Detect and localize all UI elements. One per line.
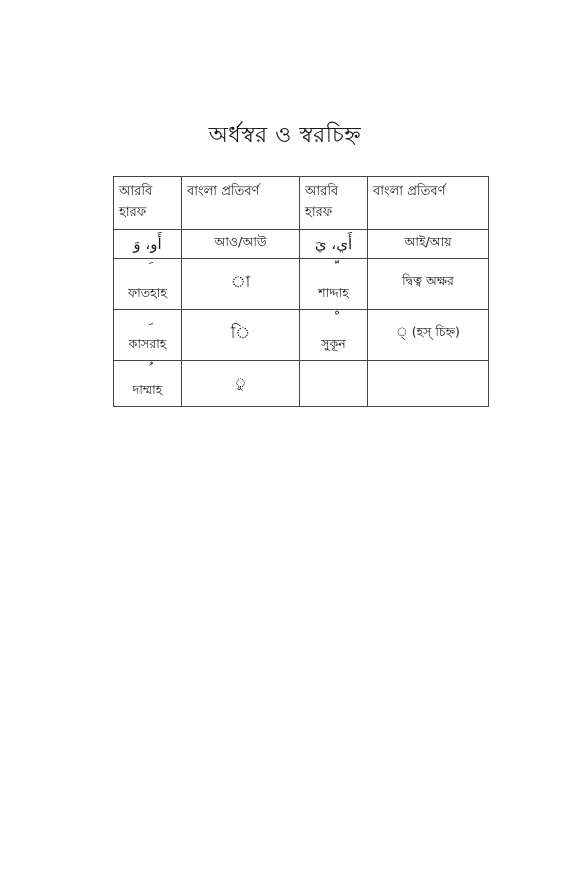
diacritic-mark — [114, 261, 181, 275]
table-cell: কাসরাহ — [114, 310, 182, 361]
table-cell — [368, 361, 489, 407]
table-row — [114, 230, 489, 259]
table-cell: শাদ্দাহ — [300, 259, 368, 310]
header-cell: বাংলা প্রতিবর্ণ — [182, 177, 300, 230]
header-cell: আরবি হারফ — [114, 177, 182, 230]
diacritic-mark — [114, 363, 181, 377]
table-cell: আই/আয় — [368, 230, 489, 259]
diacritic-mark — [300, 312, 367, 326]
table-cell: ি — [182, 310, 300, 361]
table-cell: া — [182, 259, 300, 310]
table-cell: দ্বিত্ব অক্ষর — [368, 259, 489, 310]
table-cell: ু — [182, 361, 300, 407]
table-row — [114, 361, 489, 407]
header-cell: আরবি হারফ — [300, 177, 368, 230]
table-cell: আও/আউ — [182, 230, 300, 259]
table-cell: ফাতহাহ — [114, 259, 182, 310]
header-cell: বাংলা প্রতিবর্ণ — [368, 177, 489, 230]
table-row — [114, 259, 489, 310]
table-cell: দাম্মাহ — [114, 361, 182, 407]
transliteration-table — [113, 176, 489, 407]
diacritic-mark — [114, 312, 181, 326]
table-cell — [300, 361, 368, 407]
table-header-row — [114, 177, 489, 230]
table-cell: ্ (হস্ চিহ্ন) — [368, 310, 489, 361]
page-title: অর্ধস্বর ও স্বরচিহ্ন — [208, 123, 362, 148]
diacritic-mark — [300, 261, 367, 275]
table-cell: সুকূন — [300, 310, 368, 361]
table-cell: أَو، وَ — [114, 230, 182, 259]
table-row — [114, 310, 489, 361]
table-cell: أَي، يَ — [300, 230, 368, 259]
